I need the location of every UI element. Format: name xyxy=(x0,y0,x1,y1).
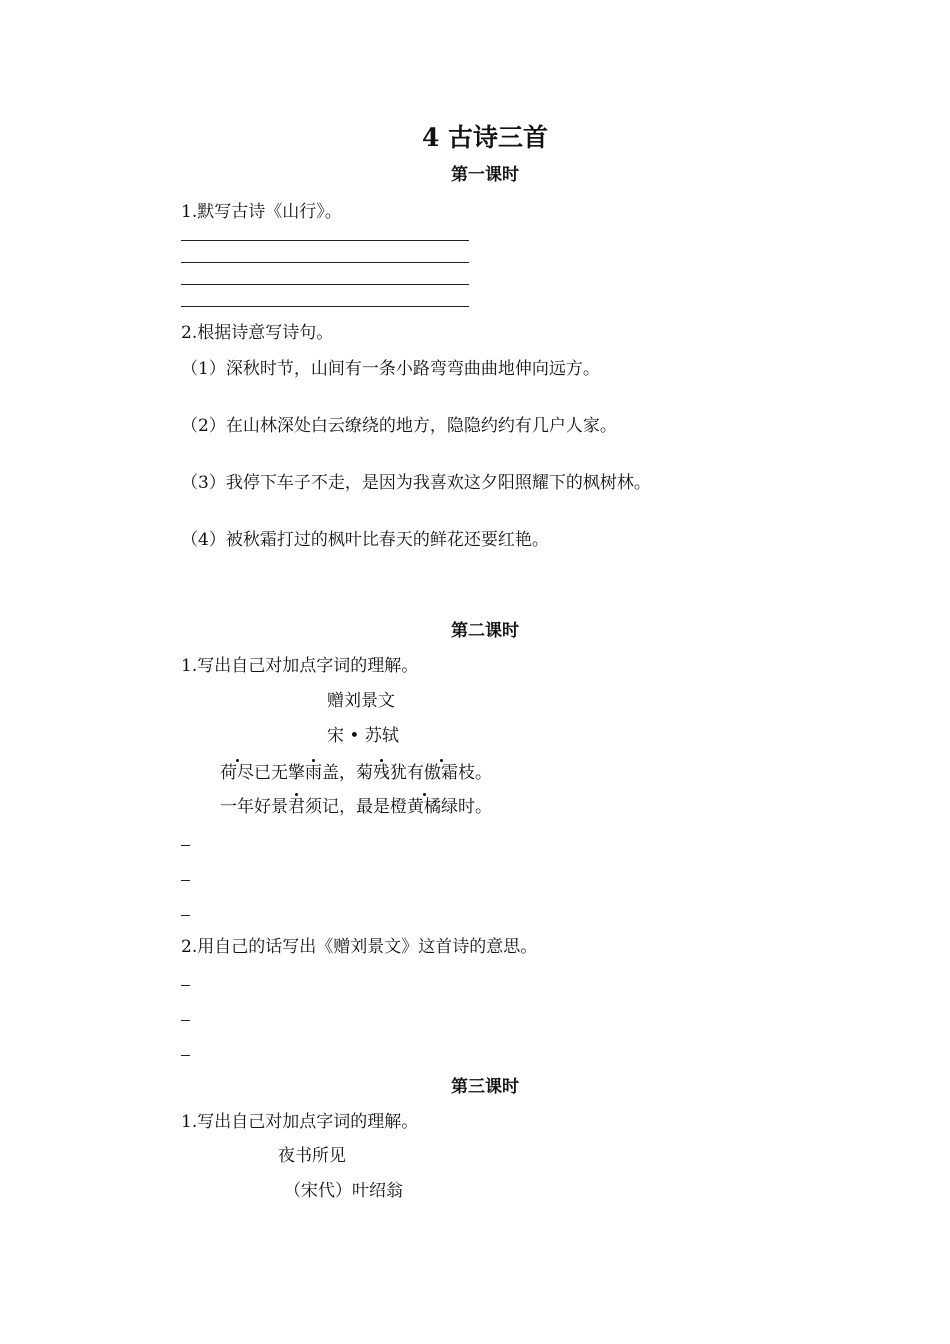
poem-text: 犹有 xyxy=(390,763,424,783)
dotted-word: 残 xyxy=(373,763,390,783)
lesson1-item: （4）被秋霜打过的枫叶比春天的鲜花还要红艳。 xyxy=(181,530,549,550)
dotted-word: 擎雨盖 xyxy=(288,763,339,783)
poem-text: 已无 xyxy=(254,763,288,783)
lesson1-question1: 1.默写古诗《山行》。 xyxy=(181,202,342,222)
poem-text: 须记，最是 xyxy=(305,797,390,817)
lesson1-item: （3）我停下车子不走，是因为我喜欢这夕阳照耀下的枫树林。 xyxy=(181,473,651,493)
answer-line[interactable] xyxy=(181,240,469,241)
page-title: 4 古诗三首 xyxy=(421,123,549,152)
poem-author: （宋代）叶绍翁 xyxy=(284,1181,403,1201)
answer-line[interactable] xyxy=(181,262,469,263)
poem-text: 一年好景 xyxy=(220,797,288,817)
answer-blank[interactable] xyxy=(181,985,190,986)
answer-line[interactable] xyxy=(181,284,469,285)
answer-line[interactable] xyxy=(181,306,469,307)
dotted-word: 荷尽 xyxy=(220,763,254,783)
poem-line-2 xyxy=(220,792,492,817)
lesson2-heading: 第二课时 xyxy=(451,621,519,641)
dotted-word: 橙黄橘绿 xyxy=(390,797,458,817)
lesson1-item: （1）深秋时节，山间有一条小路弯弯曲曲地伸向远方。 xyxy=(181,359,600,379)
answer-blank[interactable] xyxy=(181,845,190,846)
lesson2-question1: 1.写出自己对加点字词的理解。 xyxy=(181,656,419,676)
lesson3-question1: 1.写出自己对加点字词的理解。 xyxy=(181,1112,419,1132)
poem-text: ，菊 xyxy=(339,763,373,783)
answer-blank[interactable] xyxy=(181,915,190,916)
poem-text: 枝。 xyxy=(458,763,492,783)
poem-title: 夜书所见 xyxy=(278,1146,346,1166)
answer-blank[interactable] xyxy=(181,1020,190,1021)
lesson1-question2: 2.根据诗意写诗句。 xyxy=(181,323,334,343)
lesson1-item: （2）在山林深处白云缭绕的地方，隐隐约约有几户人家。 xyxy=(181,416,617,436)
lesson3-heading: 第三课时 xyxy=(451,1077,519,1097)
poem-title: 赠刘景文 xyxy=(327,691,395,711)
dotted-word: 傲霜 xyxy=(424,763,458,783)
dotted-word: 君 xyxy=(288,797,305,817)
answer-blank[interactable] xyxy=(181,880,190,881)
poem-text: 时。 xyxy=(458,797,492,817)
poem-author: 宋 • 苏轼 xyxy=(327,726,399,746)
lesson1-heading: 第一课时 xyxy=(451,165,519,185)
poem-line-1 xyxy=(220,758,492,783)
answer-blank[interactable] xyxy=(181,1055,190,1056)
lesson2-question2: 2.用自己的话写出《赠刘景文》这首诗的意思。 xyxy=(181,937,538,957)
